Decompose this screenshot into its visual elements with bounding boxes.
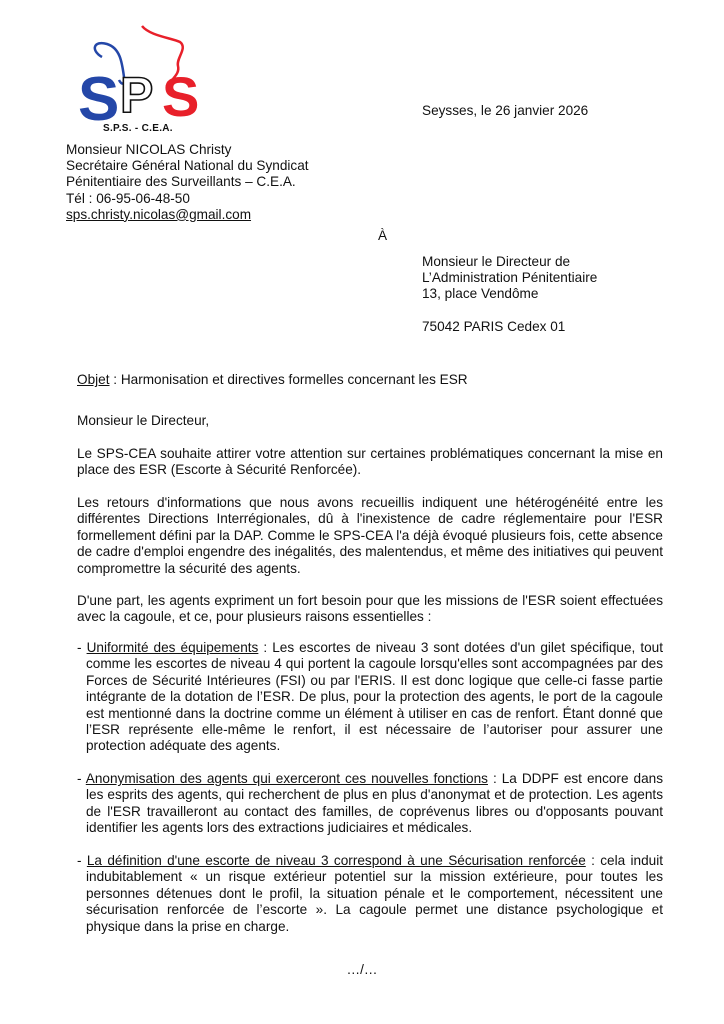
paragraph-text: D'une part, les agents expriment un fort besoin pour que les missions de l'ESR soient effectuées avec la cagoule, et ce, pour plusieurs raisons essentielles :	[77, 593, 663, 625]
sps-logo	[72, 22, 212, 127]
sender-phone: Tél : 06-95-06-48-50	[66, 190, 190, 206]
bullet-dash: -	[77, 640, 87, 655]
bullet-dash: -	[77, 853, 87, 868]
sender-title-line2: Pénitentiaire des Surveillants – C.E.A.	[66, 174, 296, 190]
paragraph-text: Les retours d'informations que nous avons recueillis indiquent une hétérogénéité entre les différentes Directions Interrégionales, dû à l'inexistence de cadre réglementaire pour l'ESR formellement défini par la DAP. Comme le SPS-CEA l'a déjà évoqué plusieurs fois, cette absence de cadre d'emploi engendre des inégalités, des malentendus, et même des initiatives qui peuvent compromettre la sécurité des agents.	[77, 495, 663, 576]
salutation: Monsieur le Directeur,	[77, 413, 210, 428]
bullet-text: : La DDPF est encore dans les esprits des agents, qui recherchent de plus en plus d'anonymat et de protection. Les agents de l'ESR travailleront au contact des familles, de coprévenus libres ou d'opposants pouvant identifier les agents lors des extractions judiciaires et médicales.	[86, 771, 663, 836]
bullet-item-1	[77, 640, 663, 755]
recipient-line3: 13, place Vendôme	[422, 286, 539, 302]
bullet-text: : Les escortes de niveau 3 sont dotées d'un gilet spécifique, tout comme les escortes de niveau 4 qui portent la cagoule lorsqu'elles sont accompagnées par des Forces de Sécurité Intérieures (FSI) ou par l'ERIS. Il est donc logique que celle-ci fasse partie intégrante de la dotation de l’ESR. De plus, pour la protection des agents, le port de la cagoule est mentionné dans la doctrine comme un élément à utiliser en cas de renfort. Étant donné que l’ESR représente elle-même le renfort, il est nécessaire de l’autoriser pour assurer une protection adéquate des agents.	[86, 640, 663, 754]
recipient-line1: Monsieur le Directeur de	[422, 254, 571, 269]
bullet-item-3	[77, 853, 663, 935]
sender-email-link[interactable]: sps.christy.nicolas@gmail.com	[66, 206, 252, 222]
paragraph-3	[77, 593, 663, 626]
sender-name: Monsieur NICOLAS Christy	[66, 142, 232, 157]
bullet-item-2	[77, 771, 663, 837]
recipient-line2: L’Administration Pénitentiaire	[422, 270, 598, 286]
sps-logo-graphic	[72, 22, 212, 127]
bullet-heading: Anonymisation des agents qui exerceront ces nouvelles fonctions	[85, 771, 488, 786]
page-continuation: …/…	[346, 962, 378, 977]
subject-line	[77, 372, 663, 388]
subject-label: Objet	[77, 372, 110, 387]
bullet-heading: Uniformité des équipements	[86, 640, 259, 655]
subject-text: : Harmonisation et directives formelles concernant les ESR	[109, 372, 468, 387]
paragraph-2	[77, 495, 663, 577]
paragraph-text: Le SPS-CEA souhaite attirer votre attention sur certaines problématiques concernant la mise en place des ESR (Escorte à Sécurité Renforcée).	[77, 446, 663, 478]
bullet-dash: -	[77, 771, 86, 786]
bullet-text: : cela induit indubitablement « un risque extérieur potentiel sur la mission extérieure, pour toutes les personnes détenues dont le profil, la situation pénale et le comportement, nécessitent une sécurisation renforcée de l’escorte ». La cagoule permet une distance psychologique et physique dans la prise en charge.	[86, 853, 664, 934]
recipient-to: À	[378, 228, 388, 243]
logo-letter-p: P	[120, 67, 154, 123]
logo-letter-s-red: S	[162, 65, 200, 127]
sender-block	[66, 142, 309, 223]
bullet-heading: La définition d'une escorte de niveau 3 correspond à une Sécurisation renforcée	[86, 853, 586, 868]
logo-caption: S.P.S. - C.E.A.	[103, 123, 173, 134]
sender-title-line1: Secrétaire Général National du Syndicat	[66, 158, 309, 174]
date-line: Seysses, le 26 janvier 2026	[422, 103, 589, 118]
recipient-line4: 75042 PARIS Cedex 01	[422, 318, 566, 334]
paragraph-1	[77, 446, 663, 479]
recipient-block	[422, 254, 597, 335]
logo-letter-s-blue: S	[78, 65, 120, 127]
